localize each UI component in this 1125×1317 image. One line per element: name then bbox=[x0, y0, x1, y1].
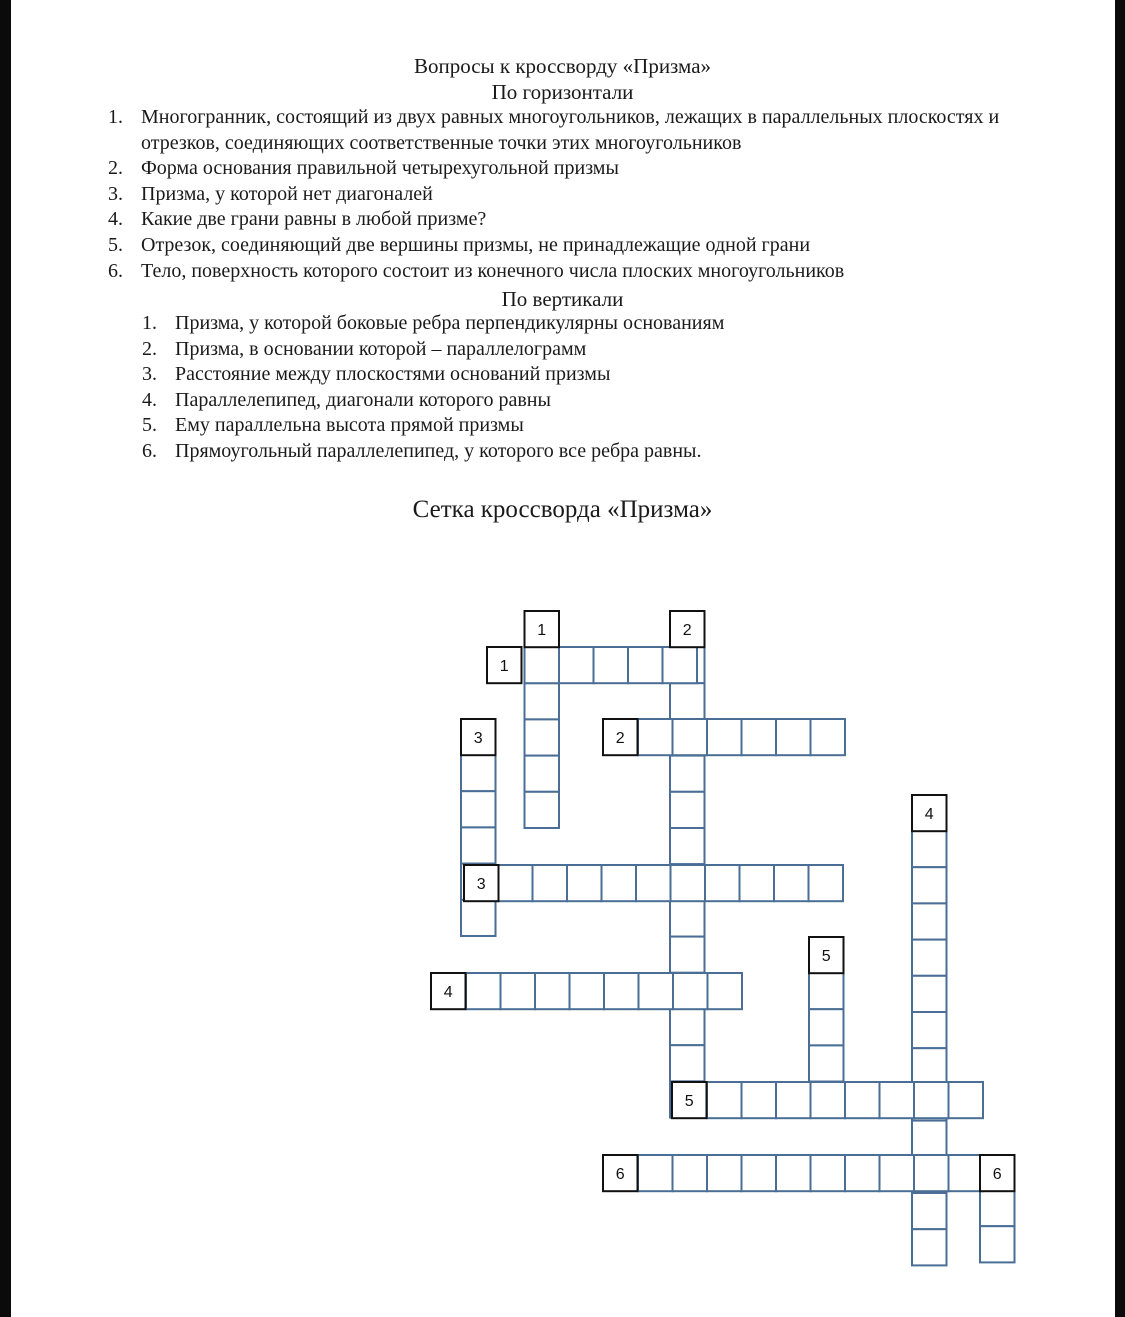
crossword-cell-down-2[interactable] bbox=[670, 828, 705, 864]
crossword-cell-across-6[interactable] bbox=[707, 1155, 742, 1191]
crossword-cell-down-4[interactable] bbox=[912, 940, 947, 976]
crossword-cell-across-5[interactable] bbox=[811, 1082, 846, 1118]
crossword-cell-across-3[interactable] bbox=[498, 865, 533, 901]
crossword-cell-down-1[interactable] bbox=[525, 683, 560, 719]
crossword-cell-across-4[interactable] bbox=[604, 973, 639, 1009]
crossword-cell-down-2[interactable] bbox=[670, 937, 705, 973]
clue-text: Прямоугольный параллелепипед, у которого все ребра равны. bbox=[175, 439, 702, 462]
clue-text: Призма, у которой нет диагоналей bbox=[141, 182, 433, 205]
crossword-cell-down-6[interactable] bbox=[980, 1226, 1015, 1262]
crossword-cell-across-3[interactable] bbox=[533, 865, 568, 901]
crossword-cell-down-2[interactable] bbox=[670, 1009, 705, 1045]
crossword-cell-across-1[interactable] bbox=[663, 647, 698, 683]
crossword-cell-down-4[interactable] bbox=[912, 1229, 947, 1265]
crossword-cell-across-2[interactable] bbox=[638, 719, 673, 755]
clue-text: Какие две грани равны в любой призме? bbox=[141, 208, 487, 231]
crossword-cell-across-3[interactable] bbox=[740, 865, 775, 901]
crossword-cell-across-6[interactable] bbox=[673, 1155, 708, 1191]
crossword-cell-across-4[interactable] bbox=[466, 973, 501, 1009]
clue-text: Параллелепипед, диагонали которого равны bbox=[175, 388, 551, 411]
clue-number: 1. bbox=[142, 312, 157, 334]
crossword-cell-across-2[interactable] bbox=[673, 719, 708, 755]
clue-number: 5. bbox=[108, 233, 123, 256]
crossword-cell-across-6[interactable] bbox=[949, 1155, 984, 1191]
clue-text: Многогранник, состоящий из двух равных многоугольников, лежащих в параллельных плоскостях и отрезков, соединяющих соответственные точки этих многоугольников bbox=[141, 106, 1000, 154]
crossword-cell-across-4[interactable] bbox=[708, 973, 743, 1009]
clue-number: 4. bbox=[108, 208, 123, 231]
crossword-cell-down-1[interactable] bbox=[525, 719, 560, 755]
crossword-cell-across-2[interactable] bbox=[776, 719, 811, 755]
clue-number: 1. bbox=[108, 106, 123, 128]
crossword-cell-across-6[interactable] bbox=[638, 1155, 673, 1191]
clue-text: Ему параллельна высота прямой призмы bbox=[175, 414, 524, 437]
clue-text: Призма, в основании которой – параллелограмм bbox=[175, 337, 587, 360]
clue-text: Форма основания правильной четырехугольной призмы bbox=[141, 157, 619, 180]
clue-number-label-down-4: 4 bbox=[924, 806, 934, 824]
clue-number-label-across-1: 1 bbox=[499, 658, 509, 676]
crossword-cell-across-2[interactable] bbox=[811, 719, 846, 755]
clue-number-label-across-6: 6 bbox=[615, 1166, 625, 1184]
clue-number-label-down-5: 5 bbox=[821, 948, 831, 966]
crossword-cell-across-4[interactable] bbox=[639, 973, 674, 1009]
clue-number-label-down-6: 6 bbox=[992, 1166, 1002, 1184]
crossword-cell-down-3[interactable] bbox=[461, 791, 496, 827]
crossword-cell-down-4[interactable] bbox=[912, 831, 947, 867]
crossword-cell-across-6[interactable] bbox=[742, 1155, 777, 1191]
clue-number-label-down-1: 1 bbox=[537, 622, 547, 640]
crossword-cell-down-4[interactable] bbox=[912, 1012, 947, 1048]
clue-number: 6. bbox=[108, 259, 123, 282]
crossword-cell-across-5[interactable] bbox=[914, 1082, 949, 1118]
clue-number: 3. bbox=[108, 182, 123, 205]
clue-number: 6. bbox=[142, 439, 157, 462]
crossword-cell-down-2[interactable] bbox=[670, 900, 705, 936]
clue-text: Расстояние между плоскостями оснований призмы bbox=[175, 363, 611, 386]
horizontal-heading: По горизонтали bbox=[491, 80, 634, 104]
crossword-cell-down-4[interactable] bbox=[912, 1193, 947, 1229]
clue-number: 2. bbox=[108, 157, 123, 180]
clue-number-label-across-5: 5 bbox=[684, 1093, 694, 1111]
clue-text: Отрезок, соединяющий две вершины призмы, не принадлежащие одной грани bbox=[141, 233, 811, 256]
clue-number-label-across-4: 4 bbox=[443, 984, 453, 1002]
crossword-cell-down-4[interactable] bbox=[912, 1048, 947, 1084]
crossword-cell-down-3[interactable] bbox=[461, 755, 496, 791]
crossword-cell-across-3[interactable] bbox=[774, 865, 809, 901]
crossword-cell-across-6[interactable] bbox=[811, 1155, 846, 1191]
crossword-cell-across-5[interactable] bbox=[776, 1082, 811, 1118]
crossword-cell-down-5[interactable] bbox=[809, 973, 844, 1009]
clue-number-label-across-3: 3 bbox=[476, 876, 486, 894]
crossword-cell-across-6[interactable] bbox=[845, 1155, 880, 1191]
crossword-cell-across-3[interactable] bbox=[705, 865, 740, 901]
crossword-cell-across-6[interactable] bbox=[776, 1155, 811, 1191]
crossword-cell-across-5[interactable] bbox=[742, 1082, 777, 1118]
crossword-cell-across-5[interactable] bbox=[707, 1082, 742, 1118]
crossword-cell-across-6[interactable] bbox=[914, 1155, 949, 1191]
clue-number: 3. bbox=[142, 363, 157, 386]
crossword-cell-down-5[interactable] bbox=[809, 1045, 844, 1081]
crossword-cell-across-1[interactable] bbox=[559, 647, 594, 683]
crossword-cell-across-3[interactable] bbox=[671, 865, 706, 901]
clue-number-label-down-2: 2 bbox=[682, 622, 692, 640]
crossword-cell-across-3[interactable] bbox=[567, 865, 602, 901]
crossword-cell-down-4[interactable] bbox=[912, 1121, 947, 1157]
crossword-cell-across-5[interactable] bbox=[845, 1082, 880, 1118]
clue-text: Призма, у которой боковые ребра перпендикулярны основаниям bbox=[175, 312, 725, 334]
crossword-cell-across-2[interactable] bbox=[707, 719, 742, 755]
vertical-heading: По вертикали bbox=[501, 287, 624, 311]
crossword-cell-across-3[interactable] bbox=[602, 865, 637, 901]
page-title: Вопросы к кроссворду «Призма» bbox=[413, 54, 712, 78]
crossword-cell-across-3[interactable] bbox=[809, 865, 844, 901]
crossword-cell-across-6[interactable] bbox=[880, 1155, 915, 1191]
clue-number-label-across-2: 2 bbox=[615, 730, 625, 748]
crossword-cells bbox=[461, 647, 1015, 1265]
crossword-cell-down-1[interactable] bbox=[525, 756, 560, 792]
crossword-cell-down-4[interactable] bbox=[912, 867, 947, 903]
crossword-cell-across-4[interactable] bbox=[570, 973, 605, 1009]
clue-number: 2. bbox=[142, 337, 157, 360]
clue-number: 5. bbox=[142, 414, 157, 437]
crossword-cell-down-2[interactable] bbox=[670, 683, 705, 719]
clue-number-label-down-3: 3 bbox=[473, 730, 483, 748]
crossword-cell-across-1[interactable] bbox=[594, 647, 629, 683]
crossword-cell-across-4[interactable] bbox=[501, 973, 536, 1009]
crossword-cell-down-4[interactable] bbox=[912, 903, 947, 939]
crossword-cell-down-1[interactable] bbox=[525, 792, 560, 828]
crossword-cell-across-4[interactable] bbox=[673, 973, 708, 1009]
crossword-cell-across-5[interactable] bbox=[949, 1082, 984, 1118]
crossword-cell-down-3[interactable] bbox=[461, 827, 496, 863]
crossword-cell-down-6[interactable] bbox=[980, 1190, 1015, 1226]
crossword-cell-down-4[interactable] bbox=[912, 976, 947, 1012]
crossword-cell-down-5[interactable] bbox=[809, 1009, 844, 1045]
crossword-cell-across-4[interactable] bbox=[535, 973, 570, 1009]
crossword-cell-across-1[interactable] bbox=[628, 647, 663, 683]
clue-text: Тело, поверхность которого состоит из конечного числа плоских многоугольников bbox=[141, 259, 845, 282]
crossword-cell-across-2[interactable] bbox=[742, 719, 777, 755]
crossword-cell-across-5[interactable] bbox=[880, 1082, 915, 1118]
grid-title: Сетка кроссворда «Призма» bbox=[412, 496, 713, 523]
crossword-cell-down-3[interactable] bbox=[461, 900, 496, 936]
crossword-cell-down-2[interactable] bbox=[670, 792, 705, 828]
crossword-cell-down-2[interactable] bbox=[670, 1045, 705, 1081]
clue-number: 4. bbox=[142, 388, 157, 411]
crossword-cell-across-1[interactable] bbox=[525, 647, 560, 683]
crossword-cell-down-2[interactable] bbox=[670, 756, 705, 792]
crossword-cell-across-3[interactable] bbox=[636, 865, 671, 901]
